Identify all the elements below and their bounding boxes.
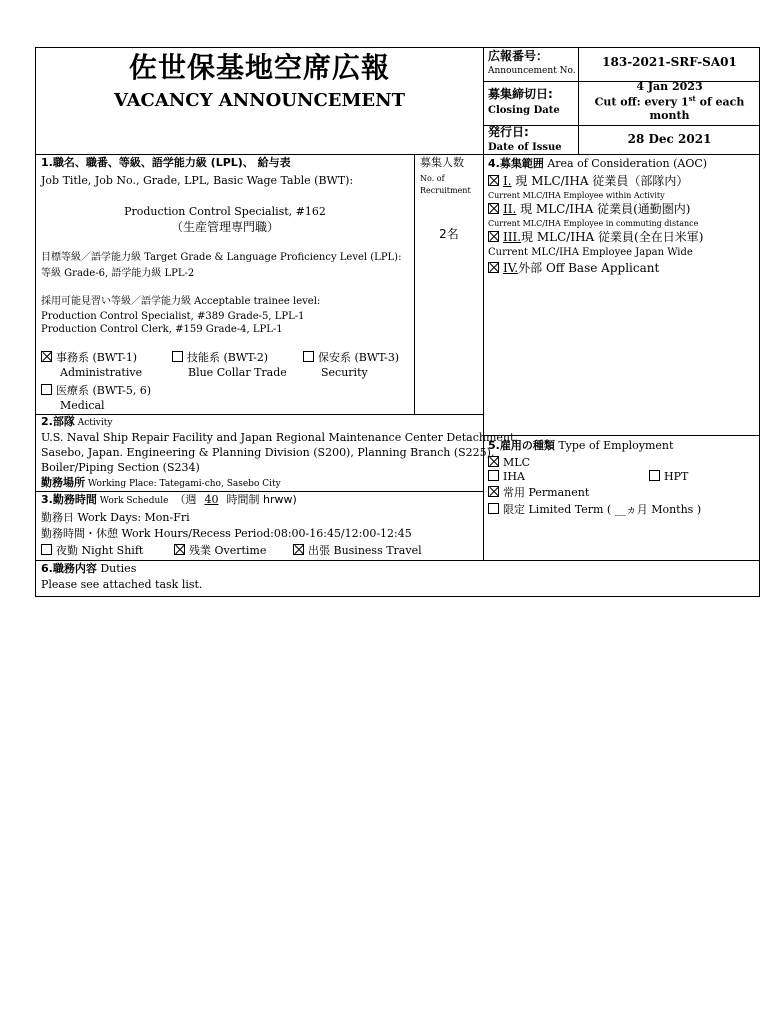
recruitment-label-jp: 募集人数 <box>420 156 464 169</box>
divider-recruitment <box>414 154 415 414</box>
recruitment-value: 2名 <box>439 227 459 241</box>
checkbox-empty-icon <box>41 544 52 555</box>
bwt1-label-en: Administrative <box>60 366 143 379</box>
bwt3-label-en: Security <box>321 366 368 379</box>
issue-date-label-jp: 発行日: <box>488 125 529 139</box>
closing-date-label-en: Closing Date <box>488 105 560 116</box>
title-english: VACANCY ANNOUNCEMENT <box>114 90 405 111</box>
section5-heading: 5.雇用の種類 Type of Employment <box>488 439 674 452</box>
working-place: 勤務場所 Working Place: Tategami-cho, Sasebo City <box>41 476 281 489</box>
bwt3-checkbox[interactable]: 保安系 (BWT-3) <box>303 351 399 365</box>
limited-term-checkbox[interactable]: 限定 Limited Term ( __ヵ月 Months ) <box>488 503 701 517</box>
checkbox-checked-icon <box>488 486 499 497</box>
recruitment-label-en1: No. of <box>420 174 445 183</box>
section4-heading: 4.募集範囲 Area of Consideration (AOC) <box>488 157 708 170</box>
announcement-no-value: 183-2021-SRF-SA01 <box>602 55 737 69</box>
section3-heading: 3.勤務時間 Work Schedule （週 40 時間制 hrww) <box>41 493 297 506</box>
activity-line1: U.S. Naval Ship Repair Facility and Japan Regional Maintenance Center Detachment, <box>41 431 518 444</box>
overtime-checkbox[interactable]: 残業 Overtime <box>174 544 266 558</box>
divider-section2 <box>35 414 483 415</box>
issue-date-label-en: Date of Issue <box>488 142 562 153</box>
divider-section3 <box>35 491 483 492</box>
announcement-no-label-jp: 広報番号： <box>488 49 549 63</box>
divider-section6 <box>35 560 760 561</box>
checkbox-checked-icon <box>488 203 499 214</box>
aoc-option-2[interactable]: II. 現 MLC/IHA 従業員(通勤圏内) <box>488 203 690 217</box>
trainee-level-line2: Production Control Clerk, #159 Grade-4, LPL-1 <box>41 324 283 335</box>
bwt56-label-en: Medical <box>60 399 105 412</box>
checkbox-empty-icon <box>303 351 314 362</box>
trainee-level-label: 採用可能見習い等級／語学能力級 Acceptable trainee level: <box>41 296 321 307</box>
checkbox-empty-icon <box>488 503 499 514</box>
target-grade-label: 目標等級／語学能力級 Target Grade & Language Proficiency Level (LPL): <box>41 252 402 263</box>
bwt2-label-en: Blue Collar Trade <box>188 366 287 379</box>
hpt-checkbox[interactable]: HPT <box>649 470 688 484</box>
recruitment-label-en2: Recruitment <box>420 186 471 195</box>
aoc-option-2-en: Current MLC/IHA Employee in commuting distance <box>488 219 699 228</box>
aoc-option-1-en: Current MLC/IHA Employee within Activity <box>488 191 665 200</box>
business-travel-checkbox[interactable]: 出張 Business Travel <box>293 544 422 558</box>
section1-subheading: Job Title, Job No., Grade, LPL, Basic Wage Table (BWT): <box>41 174 354 187</box>
announcement-no-label-en: Announcement No. <box>488 66 576 76</box>
checkbox-checked-icon <box>488 231 499 242</box>
section2-heading: 2.部隊 Activity <box>41 415 113 428</box>
aoc-option-3[interactable]: III.現 MLC/IHA 従業員(全在日米軍) <box>488 231 703 245</box>
checkbox-checked-icon <box>293 544 304 555</box>
trainee-level-line1: Production Control Specialist, #389 Grade-5, LPL-1 <box>41 311 305 322</box>
duties-text: Please see attached task list. <box>41 578 203 591</box>
checkbox-empty-icon <box>172 351 183 362</box>
mlc-checkbox[interactable]: MLC <box>488 456 530 470</box>
night-shift-checkbox[interactable]: 夜勤 Night Shift <box>41 544 143 558</box>
issue-date-value: 28 Dec 2021 <box>627 132 712 146</box>
iha-checkbox[interactable]: IHA <box>488 470 525 484</box>
divider-section5 <box>483 435 760 436</box>
work-hours: 勤務時間・休憩 Work Hours/Recess Period:08:00-16:45/12:00-12:45 <box>41 527 412 540</box>
aoc-option-3-en: Current MLC/IHA Employee Japan Wide <box>488 247 693 258</box>
bwt2-checkbox[interactable]: 技能系 (BWT-2) <box>172 351 268 365</box>
aoc-option-4[interactable]: IV.外部 Off Base Applicant <box>488 262 659 276</box>
work-days: 勤務日 Work Days: Mon-Fri <box>41 511 190 524</box>
target-grade-value: 等級 Grade-6, 語学能力級 LPL-2 <box>41 268 195 279</box>
closing-date-label-jp: 募集締切日: <box>488 87 553 101</box>
section1-heading: 1.職名、職番、等級、語学能力級 (LPL)、 給与表 <box>41 156 291 169</box>
checkbox-empty-icon <box>41 384 52 395</box>
section6-heading: 6.職務内容 Duties <box>41 562 137 575</box>
checkbox-checked-icon <box>488 262 499 273</box>
job-title: Production Control Specialist, #162 <box>124 205 326 218</box>
checkbox-checked-icon <box>41 351 52 362</box>
closing-date-value: 4 Jan 2023 <box>636 80 703 93</box>
checkbox-empty-icon <box>488 470 499 481</box>
bwt1-checkbox[interactable]: 事務系 (BWT-1) <box>41 351 137 365</box>
closing-date-cutoff: Cut off: every 1st of each <box>594 94 745 109</box>
title-japanese: 佐世保基地空席広報 <box>128 51 390 84</box>
checkbox-checked-icon <box>174 544 185 555</box>
activity-line2: Sasebo, Japan. Engineering & Planning Division (S200), Planning Branch (S225), <box>41 446 495 459</box>
checkbox-checked-icon <box>488 456 499 467</box>
job-title-jp: （生産管理専門職） <box>170 220 279 234</box>
divider-main-vertical <box>483 47 484 560</box>
checkbox-empty-icon <box>649 470 660 481</box>
activity-line3: Boiler/Piping Section (S234) <box>41 461 200 474</box>
closing-date-cutoff-month: month <box>649 109 690 122</box>
divider-header-bottom <box>35 154 760 155</box>
permanent-checkbox[interactable]: 常用 Permanent <box>488 486 589 500</box>
bwt56-checkbox[interactable]: 医療系 (BWT-5, 6) <box>41 384 151 398</box>
checkbox-checked-icon <box>488 175 499 186</box>
aoc-option-1[interactable]: I. 現 MLC/IHA 従業員（部隊内） <box>488 175 688 189</box>
